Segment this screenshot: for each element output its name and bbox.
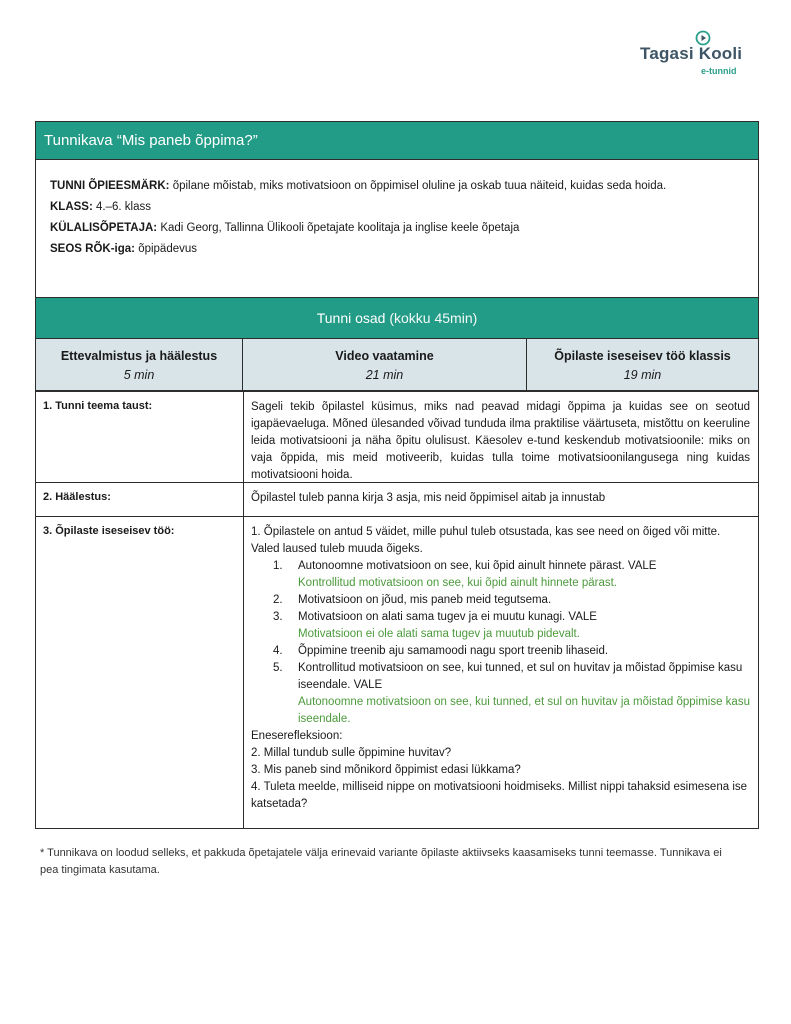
item-number: 1. <box>273 560 283 572</box>
row-content: Õpilastel tuleb panna kirja 3 asja, mis neid õppimisel aitab ja innustab <box>251 492 606 504</box>
lesson-parts-header <box>35 297 759 339</box>
item-number: 5. <box>273 662 283 674</box>
goal-label: TUNNI ÕPIEESMÄRK: <box>50 180 170 192</box>
phase-title: Õpilaste iseseisev töö klassis <box>554 349 731 363</box>
item-number: 3. <box>273 611 283 623</box>
lesson-info <box>35 160 759 298</box>
item-number: 2. <box>273 594 283 606</box>
reflection-question: 3. Mis paneb sind mõnikord õppimist edasi lükkama? <box>251 764 521 776</box>
statement-text: Õppimine treenib aju samamoodi nagu sport treenib lihaseid. <box>298 645 609 657</box>
footnote: * Tunnikava on loodud selleks, et pakkuda õpetajatele välja erinevaid variante õpilaste aktiivseks kaasamiseks tunni teemasse. Tunnikava ei pea tingimata kasutama. <box>40 847 722 876</box>
guest-label: KÜLALISÕPETAJA: <box>50 222 158 234</box>
logo-subtitle: e-tunnid <box>701 66 737 76</box>
row-label: 1. Tunni teema taust: <box>36 392 244 482</box>
lesson-parts-title: Tunni osad <box>316 310 386 326</box>
row-content <box>244 517 758 828</box>
list-item <box>273 609 750 643</box>
statement-text: Kontrollitud motivatsioon on see, kui tunned, et sul on huvitav ja mõistad õppimise kasu iseendale. VALE <box>298 662 743 691</box>
phase-title: Video vaatamine <box>335 349 434 363</box>
table-row-independent-work <box>35 517 759 829</box>
logo-name: Tagasi Kooli <box>640 44 743 63</box>
row-label: 2. Häälestus: <box>36 483 244 516</box>
item-number: 4. <box>273 645 283 657</box>
reflection-title: Eneserefleksioon: <box>251 730 343 742</box>
phase-video <box>243 339 527 390</box>
lesson-parts-total: (kokku 45min) <box>389 310 478 326</box>
phase-row <box>35 339 759 391</box>
class-label: KLASS: <box>50 201 93 213</box>
correct-answer: Autonoomne motivatsioon on see, kui tunned, et sul on huvitav ja mõistad õppimise kasu iseendale. <box>298 696 750 725</box>
curriculum-line <box>50 239 758 260</box>
lesson-plan-title-text: Tunnikava “Mis paneb õppima?” <box>44 132 258 149</box>
phase-independent-work <box>527 339 758 390</box>
phase-duration: 19 min <box>623 368 662 382</box>
guest-line <box>50 218 758 239</box>
statement-text: Motivatsioon on jõud, mis paneb meid tegutsema. <box>298 594 552 606</box>
statement-text: Motivatsioon on alati sama tugev ja ei muutu kunagi. VALE <box>298 611 597 623</box>
row-label: 3. Õpilaste iseseisev töö: <box>36 517 244 828</box>
list-item <box>273 592 750 609</box>
table-row-background <box>35 391 759 483</box>
curriculum-label: SEOS RÕK-iga: <box>50 243 135 255</box>
row-content: Sageli tekib õpilastel küsimus, miks nad peavad midagi õppima ja kuidas see on seotud igapäevaeluga. Mõned ülesanded võivad tunduda ilma praktilise väärtuseta, mistõttu on keeruline leida motivatsiooni ja näha õpitu olulisust. Käesolev e-tund keskendub motivatsioonile: miks on vaja õppida, mis meid motiveerib, kuidas tulla toime motivatsioonilangusega ning kuidas motivatsiooni hoida. <box>251 401 750 481</box>
goal-line <box>50 176 758 197</box>
list-item <box>273 643 750 660</box>
phase-preparation <box>36 339 243 390</box>
list-item <box>273 558 750 592</box>
reflection-question: 2. Millal tundub sulle õppimine huvitav? <box>251 747 452 759</box>
goal-text: õpilane mõistab, miks motivatsioon on õppimisel oluline ja oskab tuua näiteid, kuidas seda hoida. <box>172 180 667 192</box>
phase-duration: 21 min <box>365 368 404 382</box>
correct-answer: Motivatsioon ei ole alati sama tugev ja muutub pidevalt. <box>298 628 580 640</box>
phase-duration: 5 min <box>123 368 155 382</box>
class-text: 4.–6. klass <box>96 201 151 213</box>
task-intro: 1. Õpilastele on antud 5 väidet, mille puhul tuleb otsustada, kas see need on õiged või mitte. Valed laused tuleb muuda õigeks. <box>251 526 721 555</box>
reflection-question: 4. Tuleta meelde, milliseid nippe on motivatsiooni hoidmiseks. Millist nippi tahaksid esimesena ise katsetada? <box>251 781 748 810</box>
list-item <box>273 660 750 728</box>
statement-list <box>251 558 750 728</box>
correct-answer: Kontrollitud motivatsioon on see, kui õpid ainult hinnete pärast. <box>298 577 618 589</box>
statement-text: Autonoomne motivatsioon on see, kui õpid ainult hinnete pärast. VALE <box>298 560 657 572</box>
table-row-tuning <box>35 483 759 517</box>
class-line <box>50 197 758 218</box>
guest-text: Kadi Georg, Tallinna Ülikooli õpetajate koolitaja ja inglise keele õpetaja <box>160 222 520 234</box>
tagasi-kooli-logo <box>640 30 745 80</box>
lesson-plan-title <box>35 121 759 160</box>
phase-title: Ettevalmistus ja häälestus <box>60 349 218 363</box>
curriculum-text: õpipädevus <box>138 243 198 255</box>
